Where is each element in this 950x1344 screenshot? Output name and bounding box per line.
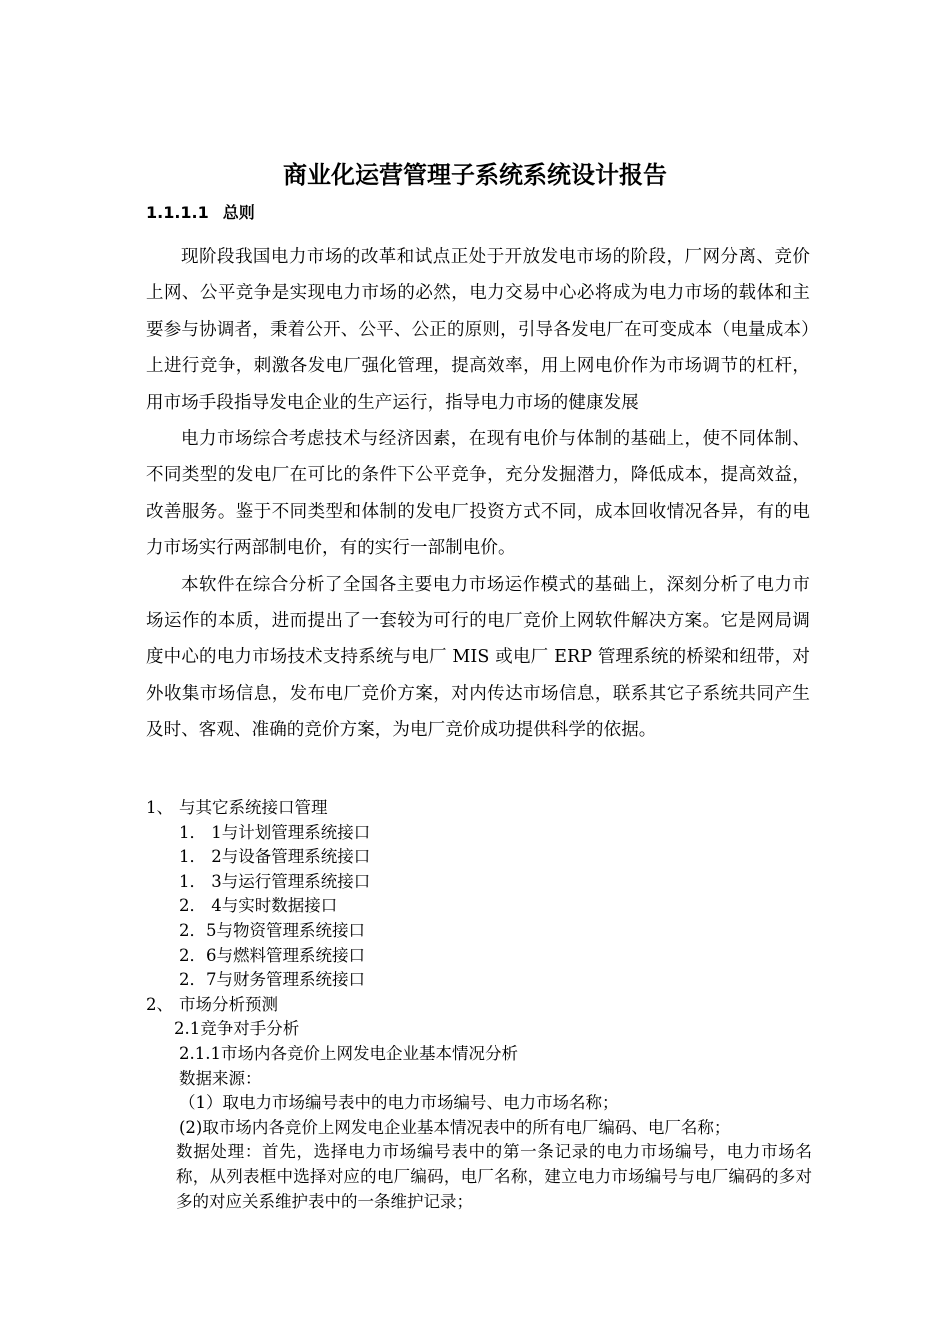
outline-subitem: 2．5与物资管理系统接口: [179, 920, 365, 940]
outline-item-label: 市场分析预测: [179, 994, 278, 1014]
outline-item-label: 与其它系统接口管理: [179, 798, 328, 817]
outline-item-number: 2、: [146, 994, 173, 1014]
outline-subitem: 2.1竞争对手分析: [174, 1019, 300, 1039]
section-number: 1.1.1.1: [146, 203, 209, 222]
outline-item-1: [146, 796, 826, 821]
data-source-item: （1）取电力市场编号表中的电力市场编号、电力市场名称；: [179, 1093, 619, 1113]
outline-list: [146, 796, 826, 1214]
section-label: 总则: [222, 203, 255, 222]
paragraph: 现阶段我国电力市场的改革和试点正处于开放发电市场的阶段，厂网分离、竞价上网、公平竞争是实现电力市场的必然，电力交易中心必将成为电力市场的载体和主要参与协调者，秉着公开、公平、公正的原则，引导各发电厂在可变成本（电量成本）上进行竞争，刺激各发电厂强化管理，提高效率，用上网电价作为市场调节的杠杆，用市场手段指导发电企业的生产运行，指导电力市场的健康发展: [146, 247, 810, 413]
data-processing-text: 数据处理：首先，选择电力市场编号表中的第一条记录的电力市场编号，电力市场名称，从列表框中选择对应的电厂编码，电厂名称，建立电力市场编号与电厂编码的多对多的对应关系维护表中的一条维护记录；: [176, 1142, 812, 1211]
data-source-item: (2)取市场内各竞价上网发电企业基本情况表中的所有电厂编码、电厂名称；: [179, 1117, 731, 1137]
paragraph: 电力市场综合考虑技术与经济因素，在现有电价与体制的基础上，使不同体制、不同类型的发电厂在可比的条件下公平竞争，充分发掘潜力，降低成本，提高效益，改善服务。鉴于不同类型和体制的发电厂投资方式不同，成本回收情况各异，有的电力市场实行两部制电价，有的实行一部制电价。: [146, 429, 810, 559]
data-source-label: 数据来源：: [179, 1068, 262, 1088]
outline-item-2: [146, 993, 826, 1018]
outline-subitem: 2．7与财务管理系统接口: [179, 970, 365, 990]
outline-subitem: 1． 3与运行管理系统接口: [179, 871, 371, 891]
outline-item-number: 1、: [146, 798, 173, 817]
outline-subitem: 2． 4与实时数据接口: [179, 896, 338, 916]
outline-subsubitem: 2.1.1市场内各竞价上网发电企业基本情况分析: [179, 1043, 518, 1063]
outline-subitem: 1． 1与计划管理系统接口: [179, 822, 371, 842]
document-title: 商业化运营管理子系统系统设计报告: [283, 161, 667, 189]
outline-subitem: 2．6与燃料管理系统接口: [179, 945, 365, 965]
paragraph: 本软件在综合分析了全国各主要电力市场运作模式的基础上，深刻分析了电力市场运作的本质，进而提出了一套较为可行的电厂竞价上网软件解决方案。它是网局调度中心的电力市场技术支持系统与电厂 MIS 或电厂 ERP 管理系统的桥梁和纽带，对外收集市场信息，发布电厂竞价方案，对内传达市场信息，联系其它子系统共同产生及时、客观、准确的竞价方案，为电厂竞价成功提供科学的依据。: [146, 574, 810, 741]
body-text: [146, 239, 810, 749]
outline-subitem: 1． 2与设备管理系统接口: [179, 847, 371, 867]
section-heading: [146, 202, 255, 224]
